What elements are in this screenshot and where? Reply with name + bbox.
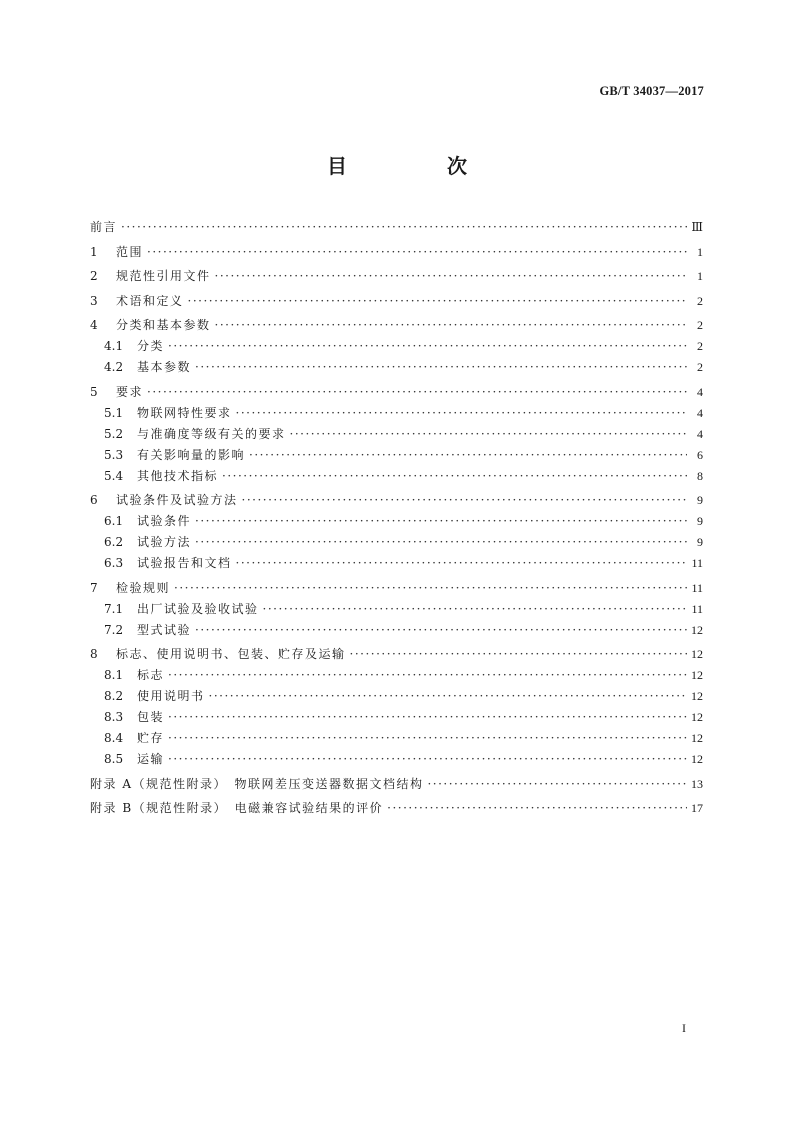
page-number: I: [682, 1021, 686, 1035]
toc-entry-label: 出厂试验及验收试验: [137, 601, 259, 616]
toc-entry[interactable]: [90, 728, 703, 749]
toc-entry[interactable]: [90, 424, 703, 445]
toc-entry-page: 9: [697, 535, 703, 549]
toc-entry-page: 4: [697, 384, 703, 399]
toc-entry-label: 包装: [137, 710, 165, 724]
toc-entry-page: 2: [697, 293, 703, 308]
toc-dot-leader: [242, 490, 687, 511]
toc-entry[interactable]: [90, 490, 703, 511]
toc-dot-leader: [174, 578, 687, 599]
toc-entry[interactable]: [90, 266, 703, 287]
toc-entry-number: 6: [90, 493, 98, 507]
toc-entry[interactable]: [90, 686, 703, 707]
toc-entry-page: 6: [697, 447, 703, 462]
toc-entry-label: 试验方法: [137, 535, 192, 549]
toc-entry[interactable]: [90, 578, 703, 599]
toc-entry-label: 要求: [116, 384, 144, 399]
toc-entry-label: 分类和基本参数: [116, 318, 211, 332]
toc-entry-page: 12: [691, 752, 703, 766]
toc-dot-leader: [147, 242, 687, 263]
toc-entry-page: 12: [691, 689, 703, 703]
toc-entry-label: 运输: [137, 752, 165, 766]
toc-entry-label: 试验报告和文档: [137, 556, 232, 570]
toc-entry-number: 5.1: [104, 405, 124, 420]
toc-entry-label: 有关影响量的影响: [137, 447, 246, 462]
toc-entry-page: 8: [697, 468, 703, 483]
toc-dot-leader: [215, 315, 687, 336]
toc-dot-leader: [195, 357, 687, 378]
toc-entry[interactable]: [90, 665, 703, 686]
toc-dot-leader: [215, 266, 687, 287]
toc-entry-number: 2: [90, 269, 98, 283]
toc-entry[interactable]: [90, 217, 703, 238]
toc-entry-number: 8.3: [104, 710, 124, 724]
toc-entry-page: 4: [697, 405, 703, 420]
toc-dot-leader: [290, 424, 687, 445]
toc-entry[interactable]: [90, 620, 703, 641]
toc-entry-number: 6.1: [104, 514, 124, 528]
toc-entry[interactable]: [90, 291, 703, 312]
toc-dot-leader: [188, 291, 687, 312]
toc-entry[interactable]: [90, 357, 703, 378]
toc-entry-label: 贮存: [137, 731, 165, 745]
toc-entry[interactable]: [90, 798, 703, 819]
toc-entry-label: 附录 A（规范性附录） 物联网差压变送器数据文档结构: [90, 776, 424, 791]
toc-entry-page: 4: [697, 426, 703, 441]
toc-dot-leader: [195, 511, 687, 532]
toc-entry-number: 4.1: [104, 339, 124, 353]
toc-dot-leader: [168, 336, 687, 357]
toc-entry-number: 6.3: [104, 556, 124, 570]
toc-dot-leader: [168, 707, 687, 728]
toc-entry-page: 1: [697, 244, 703, 259]
toc-entry-number: 7: [90, 580, 98, 595]
toc-dot-leader: [222, 466, 687, 487]
toc-dot-leader: [209, 686, 687, 707]
toc-entry[interactable]: [90, 403, 703, 424]
toc-dot-leader: [195, 620, 687, 641]
toc-entry-page: 12: [691, 710, 703, 724]
toc-entry-number: 5: [90, 384, 98, 399]
toc-entry[interactable]: [90, 242, 703, 263]
toc-dot-leader: [387, 798, 687, 819]
toc-entry-label: 前言: [90, 220, 118, 234]
toc-entry[interactable]: [90, 749, 703, 770]
toc-entry-label: 试验条件及试验方法: [116, 493, 238, 507]
toc-entry-page: 11: [691, 580, 703, 595]
toc-entry[interactable]: [90, 466, 703, 487]
toc-entry[interactable]: [90, 644, 703, 665]
toc-entry-label: 附录 B（规范性附录） 电磁兼容试验结果的评价: [90, 801, 384, 815]
toc-entry-number: 7.2: [104, 622, 124, 637]
toc-entry-page: 1: [697, 269, 703, 283]
toc-entry-number: 4.2: [104, 360, 124, 374]
toc-dot-leader: [147, 382, 687, 403]
toc-entry-page: 9: [697, 514, 703, 528]
toc-entry-page: Ⅲ: [691, 220, 703, 234]
toc-entry-number: 5.4: [104, 468, 124, 483]
toc-entry-page: 2: [697, 339, 703, 353]
toc-entry-label: 规范性引用文件: [116, 269, 211, 283]
toc-entry[interactable]: [90, 511, 703, 532]
page-title: 目 次: [327, 154, 507, 178]
toc-entry-number: 4: [90, 318, 98, 332]
toc-entry-number: 3: [90, 293, 98, 308]
toc-entry-label: 其他技术指标: [137, 468, 219, 483]
toc-entry-label: 使用说明书: [137, 689, 205, 703]
toc-entry-page: 11: [691, 556, 703, 570]
toc-entry-label: 与准确度等级有关的要求: [137, 426, 286, 441]
toc-entry-number: 8.2: [104, 689, 124, 703]
table-of-contents: [90, 217, 703, 819]
toc-dot-leader: [236, 553, 687, 574]
toc-entry[interactable]: [90, 532, 703, 553]
toc-entry[interactable]: [90, 336, 703, 357]
toc-entry-page: 13: [691, 776, 703, 791]
toc-entry-page: 17: [691, 801, 703, 815]
toc-dot-leader: [168, 749, 687, 770]
toc-entry-label: 型式试验: [137, 622, 192, 637]
toc-entry-number: 6.2: [104, 535, 124, 549]
toc-dot-leader: [350, 644, 687, 665]
toc-entry-label: 物联网特性要求: [137, 405, 232, 420]
toc-entry-page: 12: [691, 622, 703, 637]
toc-entry-label: 术语和定义: [116, 293, 184, 308]
toc-entry[interactable]: [90, 774, 703, 795]
toc-entry[interactable]: [90, 315, 703, 336]
toc-entry-number: 8.1: [104, 668, 124, 682]
toc-entry-number: 5.2: [104, 426, 124, 441]
toc-dot-leader: [236, 403, 687, 424]
toc-dot-leader: [121, 217, 687, 238]
toc-entry-number: 5.3: [104, 447, 124, 462]
toc-entry-label: 标志: [137, 668, 165, 682]
toc-entry-page: 2: [697, 360, 703, 374]
toc-entry-label: 试验条件: [137, 514, 192, 528]
toc-entry[interactable]: [90, 707, 703, 728]
toc-entry-label: 标志、使用说明书、包装、贮存及运输: [116, 647, 346, 661]
toc-entry-number: 8: [90, 647, 98, 661]
toc-entry-page: 12: [691, 647, 703, 661]
toc-dot-leader: [427, 774, 687, 795]
toc-entry[interactable]: [90, 445, 703, 466]
toc-entry-label: 检验规则: [116, 580, 171, 595]
toc-dot-leader: [168, 665, 687, 686]
toc-entry[interactable]: [90, 599, 703, 620]
toc-entry-label: 分类: [137, 339, 165, 353]
toc-entry[interactable]: [90, 382, 703, 403]
toc-entry[interactable]: [90, 553, 703, 574]
toc-entry-number: 8.5: [104, 752, 124, 766]
toc-entry-page: 12: [691, 668, 703, 682]
toc-entry-page: 12: [691, 731, 703, 745]
toc-dot-leader: [249, 445, 687, 466]
toc-entry-page: 11: [691, 601, 703, 616]
toc-entry-number: 1: [90, 244, 98, 259]
toc-entry-number: 7.1: [104, 601, 124, 616]
toc-dot-leader: [168, 728, 687, 749]
toc-dot-leader: [195, 532, 687, 553]
standard-code: GB/T 34037—2017: [599, 84, 704, 98]
toc-entry-page: 9: [697, 493, 703, 507]
toc-dot-leader: [263, 599, 687, 620]
toc-entry-label: 范围: [116, 244, 144, 259]
toc-entry-page: 2: [697, 318, 703, 332]
toc-entry-number: 8.4: [104, 731, 124, 745]
toc-entry-label: 基本参数: [137, 360, 192, 374]
